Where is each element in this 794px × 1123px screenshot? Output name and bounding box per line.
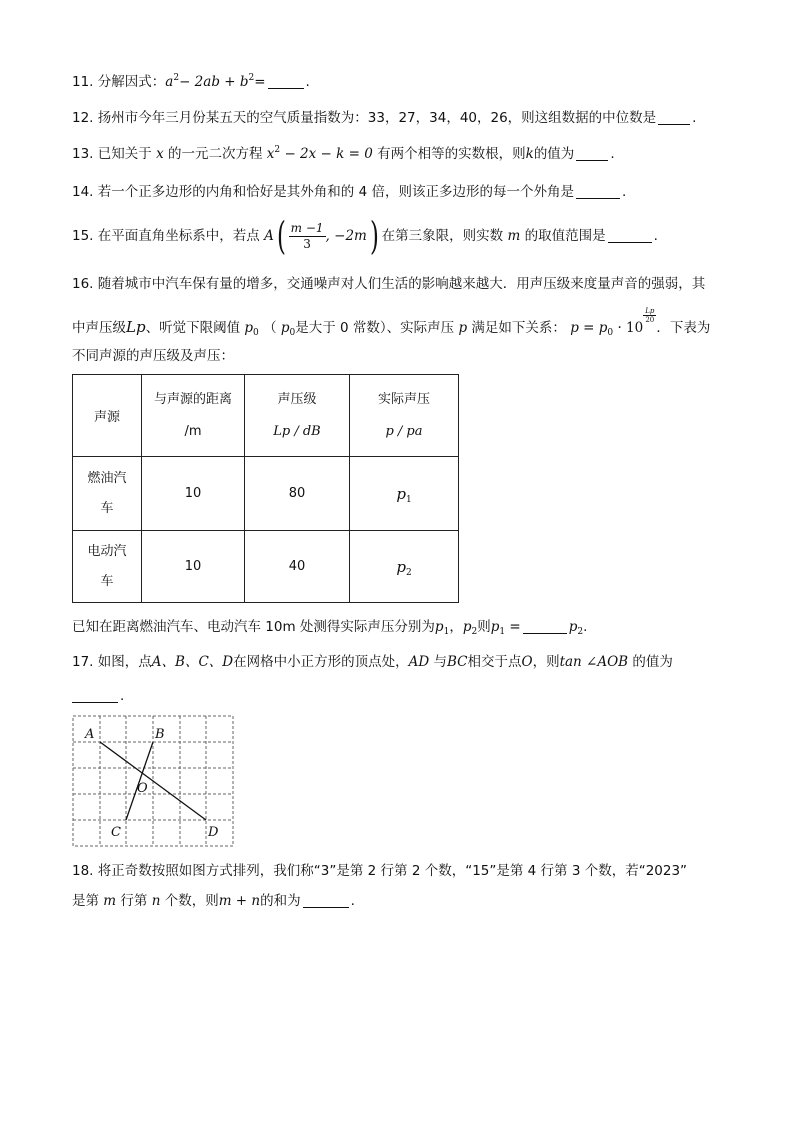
header-pressure: 实际声压 p / pa: [350, 375, 459, 457]
question-14: 14. 若一个正多边形的内角和恰好是其外角和的 4 倍，则该正多边形的每一个外角是 .: [72, 184, 627, 200]
exponent-fraction: $\frac{Lp}{20}$: [645, 307, 655, 324]
sound-pressure-table: [72, 374, 459, 603]
question-15: 15. 在平面直角坐标系中，若点 A( $\frac{m -1}{3}$ , −2m) 在第三象限，则实数 m 的取值范围是 .: [72, 214, 658, 258]
table-header-row: [73, 375, 459, 457]
answer-blank-16[interactable]: [523, 619, 567, 634]
question-11: 11. 分解因式：$a^2- 2ab + b^2=$ .: [72, 73, 310, 90]
question-18-line2: 是第 m 行第 n 个数，则m + n的和为 .: [72, 893, 355, 909]
answer-blank-15[interactable]: [608, 228, 652, 243]
answer-blank-14[interactable]: [576, 184, 620, 199]
fraction: $\frac{m -1}{3}$: [290, 220, 324, 251]
answer-blank-18[interactable]: [303, 893, 349, 908]
question-16-after-table: 已知在距离燃油汽车、电动汽车 10m 处测得实际声压分别为$p_1$，$p_2$则$p_1 = p_2$.: [72, 619, 588, 637]
question-17-answer-line: .: [72, 686, 124, 706]
header-level: 声压级 Lp / dB: [245, 375, 350, 457]
question-18-line1: 18. 将正奇数按照如图方式排列，我们称“3”是第 2 行第 2 个数，“15”是第 4 行第 3 个数，若“2023”: [72, 863, 688, 879]
cell-pressure: $p_1$: [350, 457, 459, 531]
label-A: A: [85, 727, 95, 742]
label-C: C: [111, 825, 121, 840]
question-17: 17. 如图，点A、B、C、D在网格中小正方形的顶点处，AD 与BC相交于点O，则tan ∠AOB 的值为: [72, 654, 673, 670]
question-16-line3: 不同声源的声压级及声压：: [72, 348, 234, 364]
answer-blank-12[interactable]: [658, 110, 690, 125]
question-13: 13. 已知关于 x 的一元二次方程 $x^2 - 2x - k = 0$ 有两个相等的实数根，则k的值为 .: [72, 145, 615, 162]
cell-level: 40: [245, 531, 350, 603]
header-source: 声源: [73, 375, 142, 457]
cell-level: 80: [245, 457, 350, 531]
question-16-line1: 16. 随着城市中汽车保有量的增多，交通噪声对人们生活的影响越来越大．用声压级来度量声音的强弱，其: [72, 276, 706, 292]
table-row: [73, 531, 459, 603]
cell-source: 燃油汽 车: [73, 457, 142, 531]
question-12: 12. 扬州市今年三月份某五天的空气质量指数为：33，27，34，40，26，则这组数据的中位数是 .: [72, 110, 697, 126]
answer-blank-13[interactable]: [576, 146, 608, 161]
question-16-line2: 中声压级Lp、听觉下限阈值 $p_0$ （ $p_0$是大于 0 常数）、实际声压 p 满足如下关系： $p = p_0 \cdot 10$ $\frac{Lp}{20}$ ．下表为: [72, 307, 711, 338]
cell-distance: 10: [142, 457, 245, 531]
label-O: O: [137, 781, 148, 796]
header-distance: 与声源的距离 /m: [142, 375, 245, 457]
grid-figure: [60, 706, 250, 856]
table-row: [73, 457, 459, 531]
cell-pressure: $p_2$: [350, 531, 459, 603]
cell-distance: 10: [142, 531, 245, 603]
cell-source: 电动汽 车: [73, 531, 142, 603]
answer-blank-11[interactable]: [268, 74, 304, 89]
label-B: B: [155, 727, 165, 742]
answer-blank-17[interactable]: [72, 688, 118, 703]
label-D: D: [208, 825, 219, 840]
